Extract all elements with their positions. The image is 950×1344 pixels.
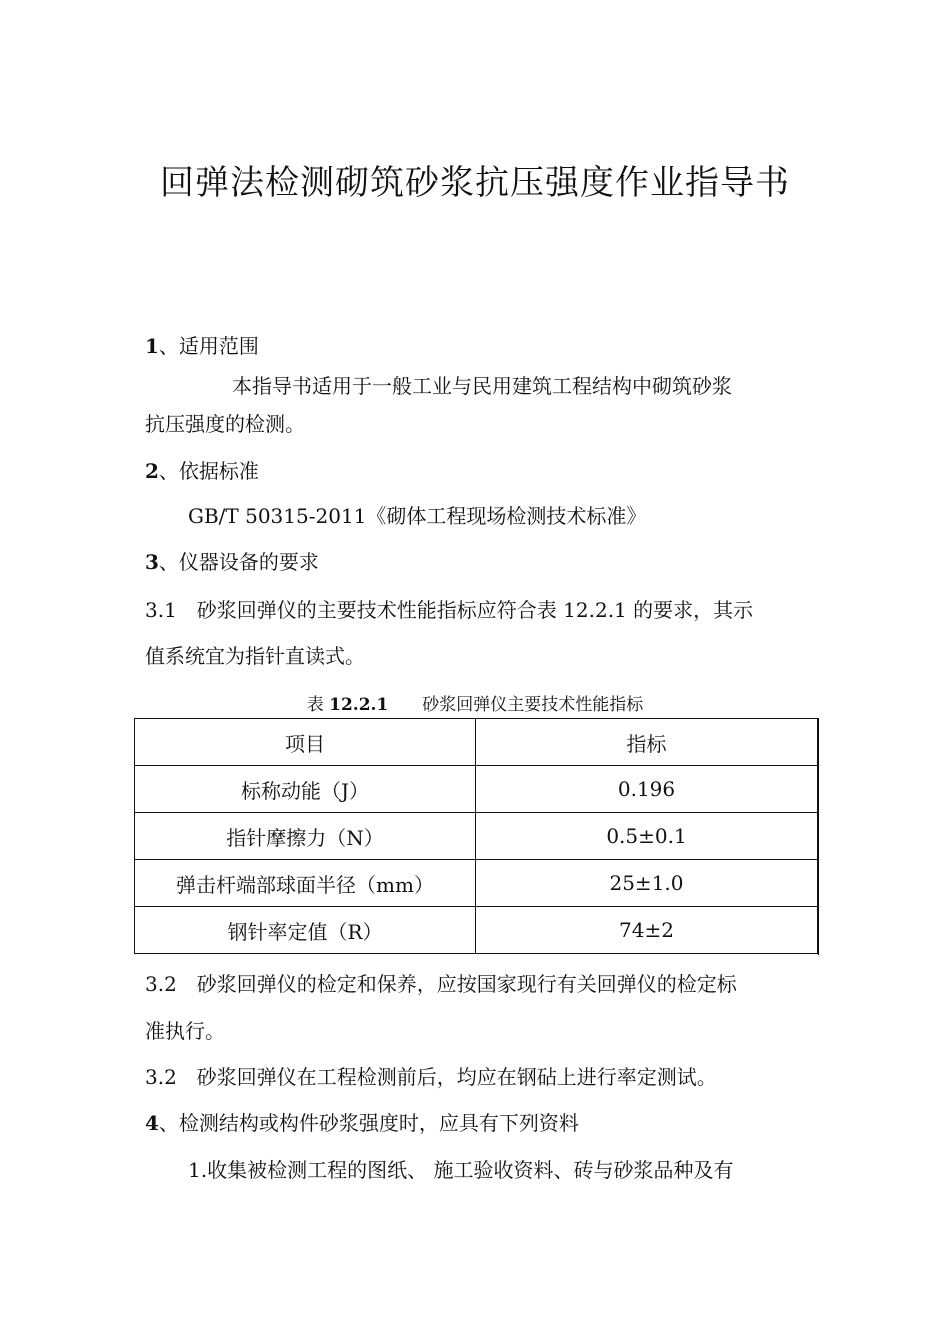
- spec-table: [134, 718, 818, 954]
- table-cell: 标称动能（J）: [135, 766, 476, 813]
- table-cell: 74±2: [476, 907, 818, 954]
- section-3-1-line1: 3.1 砂浆回弹仪的主要技术性能指标应符合表 12.2.1 的要求，其示: [145, 598, 754, 622]
- section-4-item1: 1.收集被检测工程的图纸、 施工验收资料、砖与砂浆品种及有: [188, 1158, 734, 1182]
- section-4-heading-text: 、检测结构或构件砂浆强度时，应具有下列资料: [158, 1111, 579, 1135]
- table-row: [135, 860, 818, 907]
- section-1-number: 1: [145, 334, 159, 358]
- table-cell: 弹击杆端部球面半径（mm）: [135, 860, 476, 907]
- table-cell: 0.5±0.1: [476, 813, 818, 860]
- section-3-2a-line2: 准执行。: [145, 1019, 225, 1043]
- table-row: [135, 813, 818, 860]
- table-caption-text: 砂浆回弹仪主要技术性能指标: [388, 695, 644, 715]
- section-2-number: 2: [145, 459, 159, 483]
- table-caption-prefix: 表: [306, 695, 330, 715]
- table-row: [135, 907, 818, 954]
- table-header-cell: 指标: [476, 719, 818, 766]
- section-4-number: 4: [145, 1111, 159, 1135]
- table-cell: 25±1.0: [476, 860, 818, 907]
- section-4-heading: [145, 1107, 579, 1136]
- section-1-body-line1: 本指导书适用于一般工业与民用建筑工程结构中砌筑砂浆: [232, 374, 732, 398]
- table-header-row: [135, 719, 818, 766]
- section-1-heading-text: 、适用范围: [158, 334, 259, 358]
- section-3-number: 3: [145, 550, 159, 574]
- table-row: [135, 766, 818, 813]
- table-cell: 指针摩擦力（N）: [135, 813, 476, 860]
- table-caption: [0, 690, 950, 715]
- section-3-2b: 3.2 砂浆回弹仪在工程检测前后，均应在钢砧上进行率定测试。: [145, 1065, 717, 1089]
- document-title: 回弹法检测砌筑砂浆抗压强度作业指导书: [160, 163, 790, 203]
- table-right-border: [818, 718, 819, 955]
- section-3-2a-line1: 3.2 砂浆回弹仪的检定和保养，应按国家现行有关回弹仪的检定标: [145, 972, 737, 996]
- section-1-heading: [145, 330, 259, 359]
- section-3-1-line2: 值系统宜为指针直读式。: [145, 644, 365, 668]
- section-2-heading: [145, 455, 259, 484]
- table-cell: 钢针率定值（R）: [135, 907, 476, 954]
- section-2-body: GB/T 50315-2011《砌体工程现场检测技术标准》: [188, 504, 647, 528]
- section-3-heading-text: 、仪器设备的要求: [158, 550, 319, 574]
- table-header-cell: 项目: [135, 719, 476, 766]
- section-3-heading: [145, 546, 319, 575]
- section-1-body-line2: 抗压强度的检测。: [145, 412, 305, 436]
- section-2-heading-text: 、依据标准: [158, 459, 259, 483]
- table-caption-number: 12.2.1: [329, 695, 389, 715]
- table-cell: 0.196: [476, 766, 818, 813]
